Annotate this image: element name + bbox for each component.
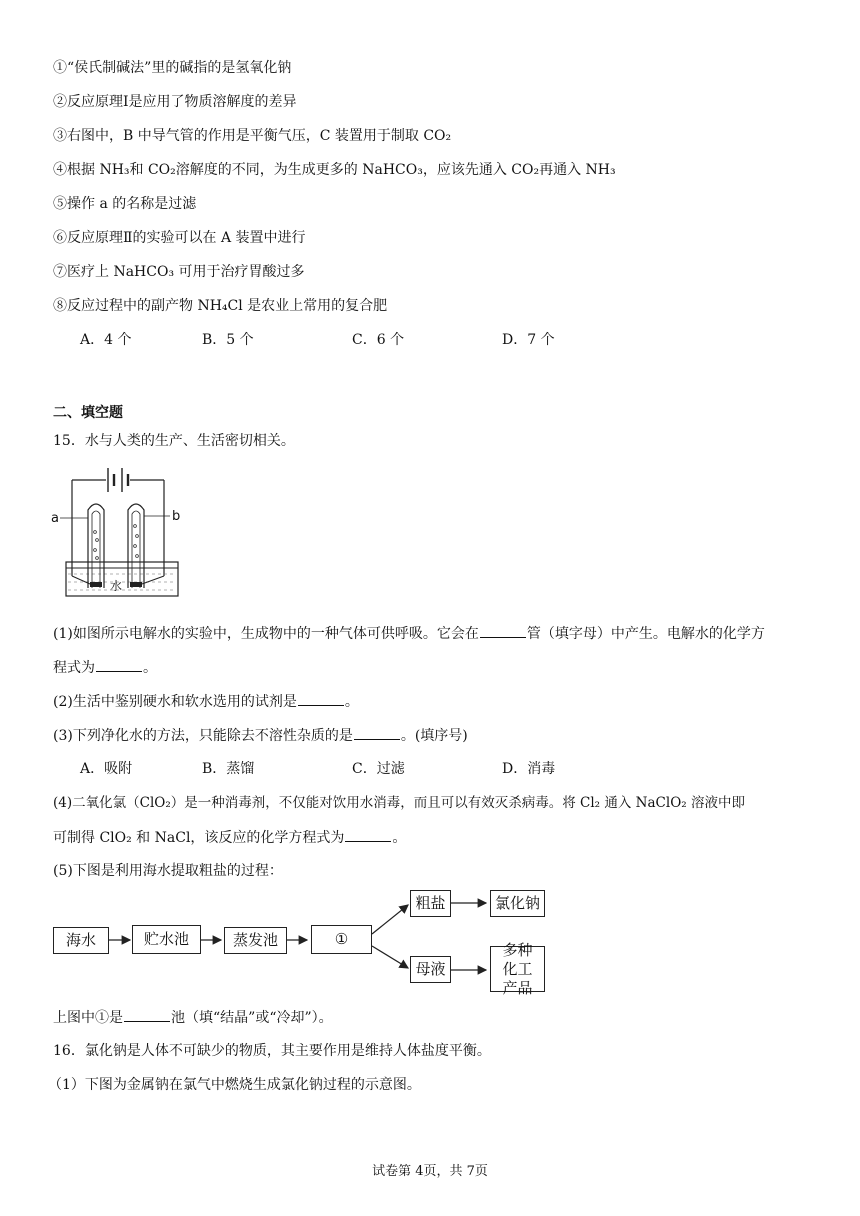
q15-stem: 15．水与人类的生产、生活密切相关。 bbox=[53, 433, 295, 449]
statement-6: ⑥反应原理Ⅱ的实验可以在 A 装置中进行 bbox=[53, 230, 306, 246]
flow-crude-salt: 粗盐 bbox=[410, 890, 451, 917]
flow-evaporation: 蒸发池 bbox=[224, 927, 287, 954]
flow-seawater: 海水 bbox=[53, 927, 109, 954]
q15-option-b[interactable]: B．蒸馏 bbox=[202, 761, 255, 777]
q14-option-a[interactable]: A．4 个 bbox=[80, 332, 132, 348]
electrolysis-figure bbox=[48, 458, 208, 598]
q15-part5-answer: 上图中①是 池（填“结晶”或“冷却”）。 bbox=[53, 1010, 333, 1026]
statement-5: ⑤操作 a 的名称是过滤 bbox=[53, 196, 197, 212]
q14-option-c[interactable]: C．6 个 bbox=[352, 332, 405, 348]
answer-blank-5[interactable] bbox=[345, 828, 391, 842]
q15-part1-line2: 程式为 。 bbox=[53, 660, 157, 676]
page-footer: 试卷第 4页，共 7页 bbox=[372, 1164, 488, 1179]
q14-option-d[interactable]: D．7 个 bbox=[502, 332, 555, 348]
statement-2: ②反应原理Ⅰ是应用了物质溶解度的差异 bbox=[53, 94, 297, 110]
q15-part4-line1: (4)二氧化氯（ClO₂）是一种消毒剂，不仅能对饮用水消毒，而且可以有效灭杀病毒。将 Cl₂ 通入 NaClO₂ 溶液中即 bbox=[53, 795, 745, 811]
tube-a-label: a bbox=[51, 511, 59, 526]
statement-4: ④根据 NH₃和 CO₂溶解度的不同，为生成更多的 NaHCO₃，应该先通入 CO₂再通入 NH₃ bbox=[53, 162, 616, 178]
q16-stem: 16．氯化钠是人体不可缺少的物质，其主要作用是维持人体盐度平衡。 bbox=[53, 1043, 491, 1059]
answer-blank-2[interactable] bbox=[96, 658, 142, 672]
section-title: 二、填空题 bbox=[53, 405, 123, 421]
answer-blank-4[interactable] bbox=[354, 726, 400, 740]
q15-part4-line2: 可制得 ClO₂ 和 NaCl，该反应的化学方程式为 。 bbox=[53, 830, 407, 846]
water-label: 水 bbox=[110, 579, 123, 593]
q15-part1-line1: (1)如图所示电解水的实验中，生成物中的一种气体可供呼吸。它会在 管（填字母）中产生。电解水的化学方 bbox=[53, 626, 765, 642]
statement-8: ⑧反应过程中的副产物 NH₄Cl 是农业上常用的复合肥 bbox=[53, 298, 388, 314]
flow-sodium-chloride: 氯化钠 bbox=[490, 890, 545, 917]
q15-option-c[interactable]: C．过滤 bbox=[352, 761, 405, 777]
q15-option-d[interactable]: D．消毒 bbox=[502, 761, 556, 777]
statement-7: ⑦医疗上 NaHCO₃ 可用于治疗胃酸过多 bbox=[53, 264, 305, 280]
flow-mother-liquor: 母液 bbox=[410, 956, 451, 983]
flow-reservoir: 贮水池 bbox=[132, 925, 201, 954]
tube-b-label: b bbox=[172, 509, 181, 524]
flow-step-1: ① bbox=[311, 925, 372, 954]
q14-option-b[interactable]: B．5 个 bbox=[202, 332, 254, 348]
answer-blank-1[interactable] bbox=[480, 624, 526, 638]
q15-part5: (5)下图是利用海水提取粗盐的过程： bbox=[53, 863, 283, 879]
statement-1: ①“侯氏制碱法”里的碱指的是氢氧化钠 bbox=[53, 60, 292, 76]
q15-part3: (3)下列净化水的方法，只能除去不溶性杂质的是 。(填序号) bbox=[53, 728, 468, 744]
q15-option-a[interactable]: A．吸附 bbox=[80, 761, 133, 777]
answer-blank-6[interactable] bbox=[124, 1008, 170, 1022]
statement-3: ③右图中，B 中导气管的作用是平衡气压，C 装置用于制取 CO₂ bbox=[53, 128, 452, 144]
flow-chemical-products: 多种化工产品 bbox=[490, 946, 545, 992]
q15-part2: (2)生活中鉴别硬水和软水选用的试剂是 。 bbox=[53, 694, 359, 710]
answer-blank-3[interactable] bbox=[298, 692, 344, 706]
q16-part1: （1）下图为金属钠在氯气中燃烧生成氯化钠过程的示意图。 bbox=[48, 1077, 421, 1093]
